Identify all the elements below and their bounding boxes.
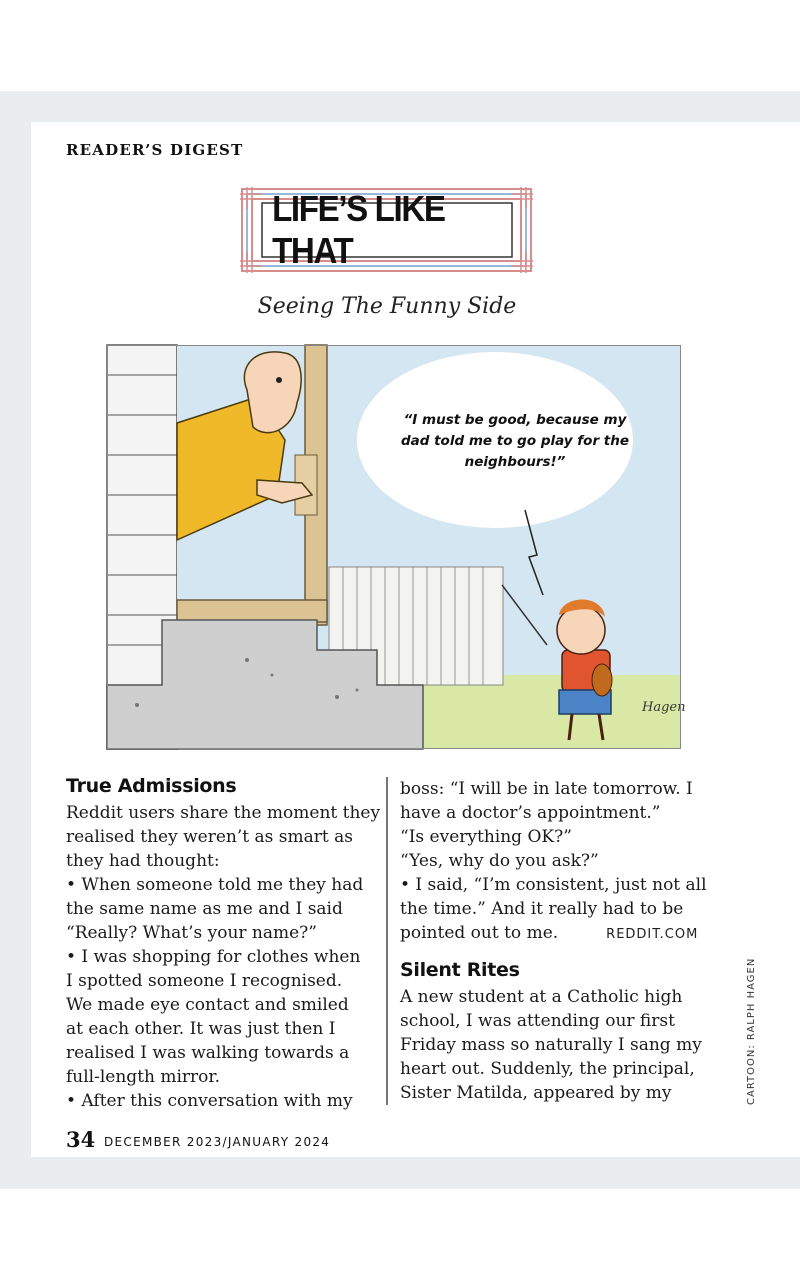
artist-signature: Hagen <box>642 700 686 715</box>
body-line-last <box>400 921 720 947</box>
body-line: full-length mirror. <box>66 1067 221 1087</box>
cartoon-credit: CARTOON: RALPH HAGEN <box>746 957 757 1105</box>
body-line: I spotted someone I recognised. <box>66 971 343 991</box>
article-column-right <box>400 777 720 1105</box>
body-line: realised I was walking towards a <box>66 1043 350 1063</box>
body-line: We made eye contact and smiled <box>66 995 349 1015</box>
story-heading-silent-rites: Silent Rites <box>400 959 520 981</box>
magazine-brand: READER’S DIGEST <box>66 141 244 159</box>
body-line: “Yes, why do you ask?” <box>400 851 599 871</box>
body-line: realised they weren’t as smart as <box>66 827 353 847</box>
body-line: • After this conversation with my <box>66 1091 353 1111</box>
issue-date: DECEMBER 2023/JANUARY 2024 <box>104 1135 331 1149</box>
body-line: school, I was attending our first <box>400 1011 675 1031</box>
speech-bubble-text: “I must be good, because my dad told me to go play for the neighbours!” <box>400 412 630 470</box>
body-line: Reddit users share the moment they <box>66 803 381 823</box>
body-line: “Really? What’s your name?” <box>66 923 317 943</box>
body-line: A new student at a Catholic high <box>400 987 683 1007</box>
page-number: 34 <box>66 1127 96 1152</box>
section-title-box <box>240 187 533 273</box>
body-line: • I was shopping for clothes when <box>66 947 361 967</box>
story-heading-true-admissions: True Admissions <box>66 775 237 797</box>
section-subtitle: Seeing The Funny Side <box>257 294 517 319</box>
section-title: LIFE’S LIKE THAT <box>272 188 445 271</box>
body-line: have a doctor’s appointment.” <box>400 803 661 823</box>
body-line: the time.” And it really had to be <box>400 899 684 919</box>
body-line: they had thought: <box>66 851 220 871</box>
source-credit: REDDIT.COM <box>606 927 699 942</box>
body-line: the same name as me and I said <box>66 899 343 919</box>
column-divider <box>386 777 388 1105</box>
body-line: boss: “I will be in late tomorrow. I <box>400 779 693 799</box>
body-line: Friday mass so naturally I sang my <box>400 1035 702 1055</box>
body-line: • I said, “I’m consistent, just not all <box>400 875 707 895</box>
body-line: heart out. Suddenly, the principal, <box>400 1059 695 1079</box>
body-line: Sister Matilda, appeared by my <box>400 1083 672 1103</box>
body-line: “Is everything OK?” <box>400 827 572 847</box>
body-line-text: pointed out to me. <box>400 923 559 943</box>
body-line: at each other. It was just then I <box>66 1019 336 1039</box>
cartoon-illustration <box>107 345 686 749</box>
article-column-left <box>66 773 386 1113</box>
body-line: • When someone told me they had <box>66 875 364 895</box>
